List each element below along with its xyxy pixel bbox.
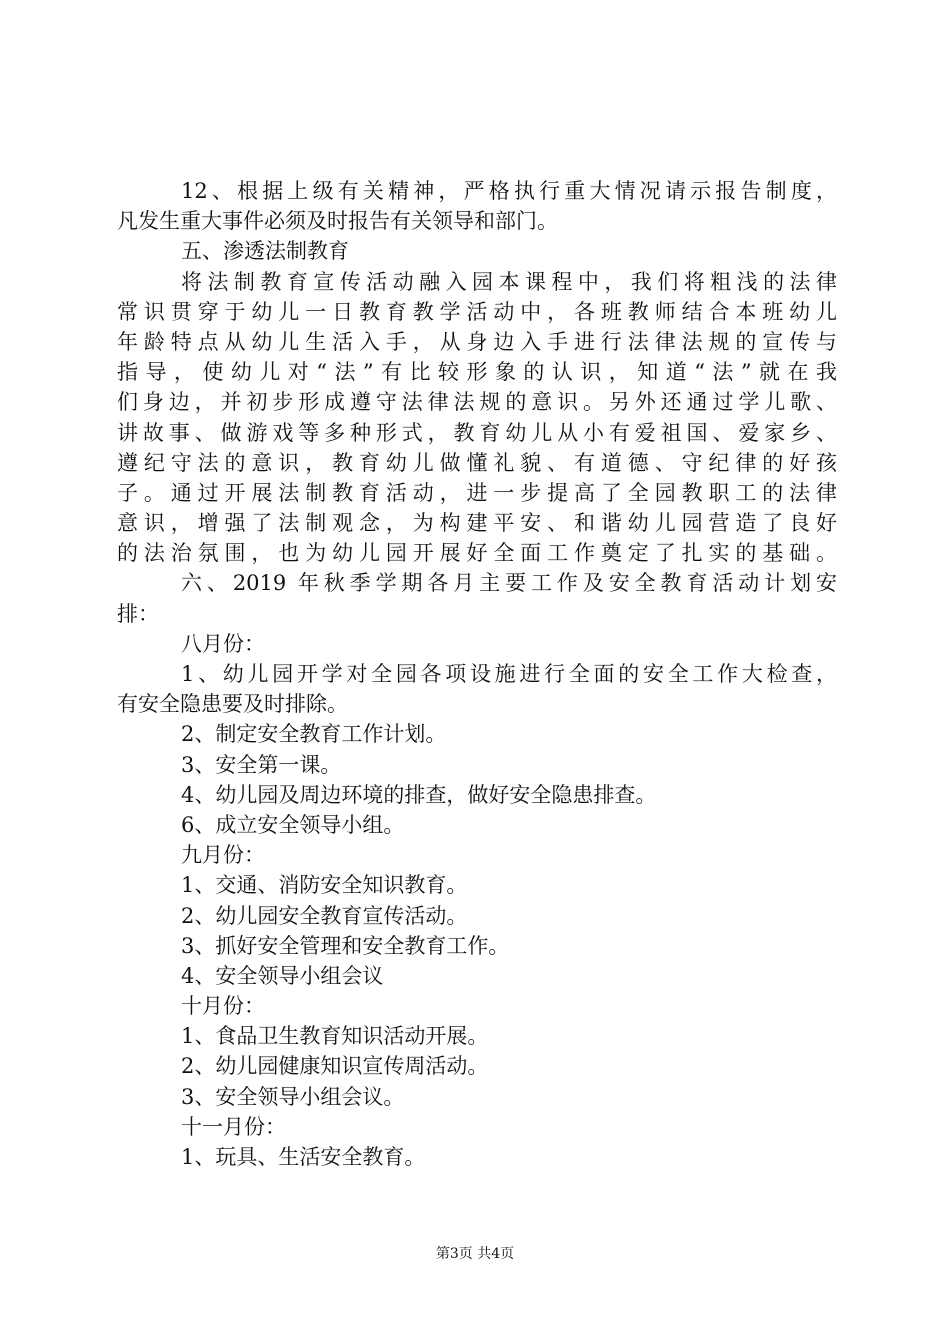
text-line: 遵纪守法的意识，教育幼儿做懂礼貌、有道德、守纪律的好孩	[117, 450, 837, 475]
text-line: 指导，使幼儿对“法”有比较形象的认识，知道“法”就在我	[117, 360, 837, 385]
text-line: 3、安全第一课。	[181, 752, 342, 777]
text-line: 3、安全领导小组会议。	[181, 1084, 405, 1109]
text-line: 的法治氛围，也为幼儿园开展好全面工作奠定了扎实的基础。	[117, 541, 837, 566]
page-number-label: 第3页 共4页	[435, 1246, 515, 1262]
text-line: 讲故事、做游戏等多种形式，教育幼儿从小有爱祖国、爱家乡、	[117, 420, 837, 445]
text-line: 将法制教育宣传活动融入园本课程中，我们将粗浅的法律	[181, 269, 837, 294]
text-line: 1、幼儿园开学对全园各项设施进行全面的安全工作大检查，	[181, 662, 837, 686]
text-line: 2、幼儿园健康知识宣传周活动。	[181, 1054, 489, 1079]
text-line: 凡发生重大事件必须及时报告有关领导和部门。	[117, 209, 558, 234]
text-line: 3、抓好安全管理和安全教育工作。	[181, 933, 510, 958]
text-line: 12、根据上级有关精神，严格执行重大情况请示报告制度，	[181, 179, 837, 203]
text-line: 1、交通、消防安全知识教育。	[181, 873, 468, 898]
document-body	[117, 176, 837, 1172]
page-footer	[0, 1243, 950, 1263]
text-line: 6、成立安全领导小组。	[181, 812, 405, 837]
text-line: 十一月份：	[181, 1114, 286, 1139]
text-line: 年龄特点从幼儿生活入手，从身边入手进行法律法规的宣传与	[117, 329, 837, 354]
text-line: 4、幼儿园及周边环境的排查，做好安全隐患排查。	[181, 782, 657, 807]
text-line: 常识贯穿于幼儿一日教育教学活动中，各班教师结合本班幼儿	[117, 299, 837, 324]
text-line: 五、渗透法制教育	[181, 239, 349, 264]
text-line: 八月份：	[181, 631, 265, 656]
text-line: 4、安全领导小组会议	[181, 963, 384, 988]
text-line: 六、2019 年秋季学期各月主要工作及安全教育活动计划安	[181, 571, 837, 596]
text-line: 们身边，并初步形成遵守法律法规的意识。另外还通过学儿歌、	[117, 390, 837, 415]
text-line: 1、食品卫生教育知识活动开展。	[181, 1024, 489, 1049]
text-line: 2、幼儿园安全教育宣传活动。	[181, 903, 468, 928]
text-line: 有安全隐患要及时排除。	[117, 692, 348, 717]
text-line: 十月份：	[181, 994, 265, 1019]
text-line: 意识，增强了法制观念，为构建平安、和谐幼儿园营造了良好	[117, 511, 837, 536]
text-line: 九月份：	[181, 843, 265, 868]
text-line: 1、玩具、生活安全教育。	[181, 1145, 426, 1169]
text-line: 子。通过开展法制教育活动，进一步提高了全园教职工的法律	[117, 480, 837, 505]
text-line: 排：	[117, 601, 159, 626]
text-line: 2、制定安全教育工作计划。	[181, 722, 447, 747]
